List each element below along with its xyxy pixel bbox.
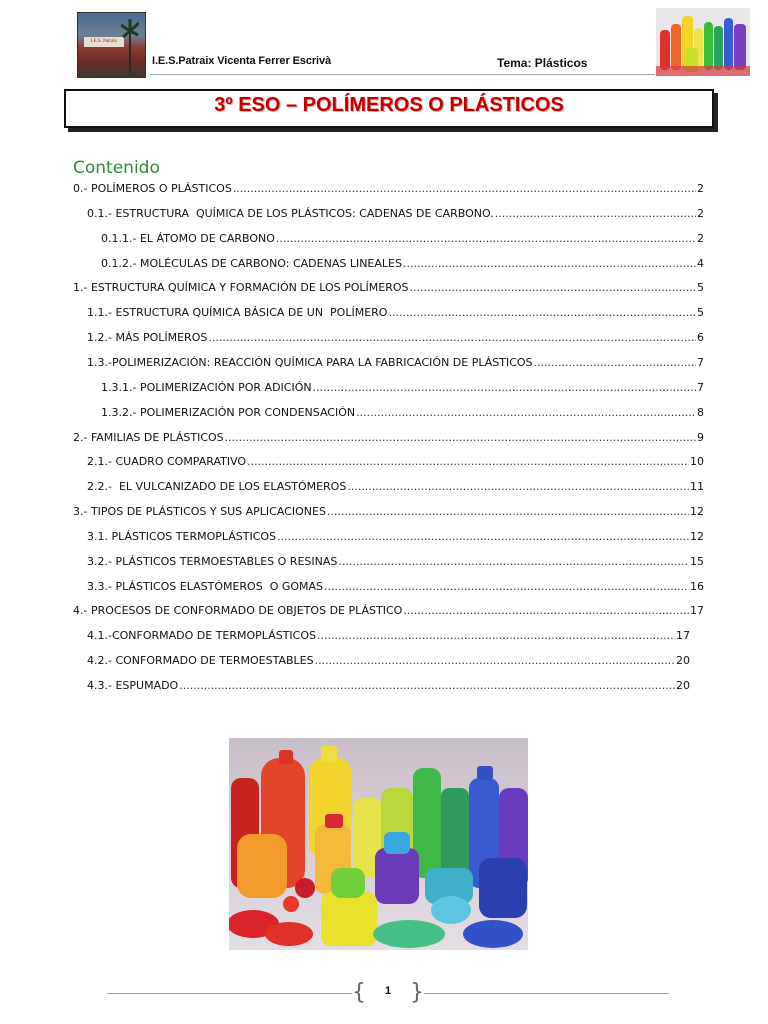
toc-entry-page: 2 xyxy=(697,182,704,195)
toc-leader-dots xyxy=(179,679,675,692)
toc-leader-dots xyxy=(225,431,696,444)
toc-entry-label: 3.1. PLÁSTICOS TERMOPLÁSTICOS xyxy=(87,529,277,543)
toc-leader-dots xyxy=(347,480,689,493)
toc-entry[interactable] xyxy=(87,356,704,372)
toc-entry[interactable] xyxy=(101,381,704,397)
toc-entry-page: 9 xyxy=(697,430,704,444)
toc-entry-label: 1.3.-POLIMERIZACIÓN: REACCIÓN QUÍMICA PARA LA FABRICACIÓN DE PLÁSTICOS xyxy=(87,355,533,369)
toc-leader-dots xyxy=(324,580,689,593)
toc-entry-label: 4.1.-CONFORMADO DE TERMOPLÁSTICOS xyxy=(87,629,316,643)
toc-leader-dots xyxy=(233,182,696,195)
palm-tree-graphic xyxy=(121,17,139,73)
toc-entry-page: 17 xyxy=(690,604,704,618)
toc-entry-label: 4.3.- ESPUMADO xyxy=(87,679,179,692)
toc-entry-page: 8 xyxy=(697,405,704,419)
toc-entry[interactable] xyxy=(101,406,704,422)
toc-entry-label: 2.1.- CUADRO COMPARATIVO xyxy=(87,455,247,469)
toc-entry-label: 3.2.- PLÁSTICOS TERMOESTABLES O RESINAS xyxy=(87,554,338,568)
school-sign: I.E.S. Patraix xyxy=(84,37,124,47)
plastic-bottles-graphic xyxy=(229,738,528,950)
toc-entry-page: 6 xyxy=(697,331,704,345)
toc-entry-page: 20 xyxy=(676,654,690,668)
toc-entry[interactable] xyxy=(87,331,704,347)
toc-entry-label: 0.- POLÍMEROS O PLÁSTICOS xyxy=(73,182,232,195)
toc-entry-page: 12 xyxy=(690,505,704,519)
toc-entry-page: 2 xyxy=(697,231,704,245)
header-rule xyxy=(150,74,655,75)
bottles-thumbnail-graphic xyxy=(656,8,750,76)
toc-entry-label: 0.1.2.- MOLÉCULAS DE CARBONO: CADENAS LINEALES xyxy=(101,256,402,270)
toc-entry-label: 1.1.- ESTRUCTURA QUÍMICA BÁSICA DE UN POLÍMERO xyxy=(87,306,388,320)
toc-leader-dots xyxy=(356,406,696,419)
toc-leader-dots xyxy=(495,207,696,220)
toc-entry[interactable] xyxy=(73,182,704,198)
toc-entry[interactable] xyxy=(87,555,704,571)
toc-entry-page: 7 xyxy=(697,355,704,369)
toc-entry-page: 15 xyxy=(690,554,704,568)
toc-entry-page: 7 xyxy=(697,380,704,394)
toc-entry[interactable] xyxy=(73,505,704,521)
footer-rule-right xyxy=(424,993,669,994)
page-number: 1 xyxy=(384,985,392,997)
toc-entry[interactable] xyxy=(87,207,704,223)
school-building-photo xyxy=(77,12,146,78)
toc-entry[interactable] xyxy=(87,580,704,596)
toc-entry-page: 11 xyxy=(690,480,704,494)
toc-entry-label: 1.3.1.- POLIMERIZACIÓN POR ADICIÓN xyxy=(101,380,312,394)
toc-entry-page: 20 xyxy=(676,679,690,692)
toc-entry[interactable] xyxy=(73,604,704,620)
toc-leader-dots xyxy=(208,331,696,344)
toc-entry-page: 16 xyxy=(690,579,704,593)
footer-rule-left xyxy=(107,993,352,994)
toc-leader-dots xyxy=(338,555,689,568)
toc-leader-dots xyxy=(315,654,675,667)
toc-leader-dots xyxy=(276,232,696,245)
document-title: 3º ESO – POLÍMEROS O PLÁSTICOS xyxy=(214,94,564,116)
toc-entry-label: 0.1.1.- EL ÁTOMO DE CARBONO xyxy=(101,231,275,245)
toc-entry-label: 3.3.- PLÁSTICOS ELASTÓMEROS O GOMAS xyxy=(87,579,324,593)
toc-leader-dots xyxy=(534,356,696,369)
toc-entry-label: 3.- TIPOS DE PLÁSTICOS Y SUS APLICACIONES xyxy=(73,505,326,519)
footer-brace-left: { xyxy=(352,980,366,1005)
toc-entry-page: 5 xyxy=(697,306,704,320)
toc-entry[interactable] xyxy=(101,257,704,273)
plastic-bottles-photo xyxy=(229,738,528,950)
toc-entry[interactable] xyxy=(87,306,704,322)
toc-entry[interactable] xyxy=(87,679,690,695)
toc-entry-page: 2 xyxy=(697,206,704,220)
toc-entry-page: 17 xyxy=(676,629,690,643)
toc-leader-dots xyxy=(317,629,675,642)
toc-leader-dots xyxy=(247,455,689,468)
toc-leader-dots xyxy=(327,505,689,518)
toc-leader-dots xyxy=(313,381,696,394)
toc-entry-label: 4.2.- CONFORMADO DE TERMOESTABLES xyxy=(87,654,314,668)
header-topic: Tema: Plásticos xyxy=(497,56,588,70)
toc-entry-page: 4 xyxy=(697,256,704,270)
toc-entry[interactable] xyxy=(87,654,690,670)
toc-entry[interactable] xyxy=(87,530,704,546)
plastic-bottles-thumbnail xyxy=(656,8,750,76)
toc-leader-dots xyxy=(403,257,696,270)
toc-heading: Contenido xyxy=(73,158,160,178)
document-title-box xyxy=(64,89,714,128)
toc-leader-dots xyxy=(388,306,696,319)
toc-entry-page: 12 xyxy=(690,529,704,543)
toc-leader-dots xyxy=(403,604,689,617)
footer-brace-right: } xyxy=(410,980,424,1005)
toc-entry-label: 2.2.- EL VULCANIZADO DE LOS ELASTÓMEROS xyxy=(87,480,347,494)
toc-entry-label: 4.- PROCESOS DE CONFORMADO DE OBJETOS DE PLÁSTICO xyxy=(73,604,403,618)
toc-entry-label: 1.3.2.- POLIMERIZACIÓN POR CONDENSACIÓN xyxy=(101,405,356,419)
toc-leader-dots xyxy=(410,281,696,294)
toc-entry-label: 0.1.- ESTRUCTURA QUÍMICA DE LOS PLÁSTICOS: CADENAS DE CARBONO. xyxy=(87,206,494,220)
toc-entry-label: 1.2.- MÁS POLÍMEROS xyxy=(87,331,208,345)
toc-entry-page: 5 xyxy=(697,281,704,295)
toc-entry[interactable] xyxy=(73,431,704,447)
toc-entry-label: 2.- FAMILIAS DE PLÁSTICOS xyxy=(73,430,224,444)
toc-entry[interactable] xyxy=(87,480,704,496)
toc-entry[interactable] xyxy=(87,455,704,471)
toc-entry[interactable] xyxy=(87,629,690,645)
toc-leader-dots xyxy=(277,530,689,543)
header-school-name: I.E.S.Patraix Vicenta Ferrer Escrivà xyxy=(152,55,332,67)
toc-entry[interactable] xyxy=(73,281,704,297)
toc-entry[interactable] xyxy=(101,232,704,248)
toc-entry-page: 10 xyxy=(690,455,704,469)
toc-entry-label: 1.- ESTRUCTURA QUÍMICA Y FORMACIÓN DE LOS POLÍMEROS xyxy=(73,281,409,295)
